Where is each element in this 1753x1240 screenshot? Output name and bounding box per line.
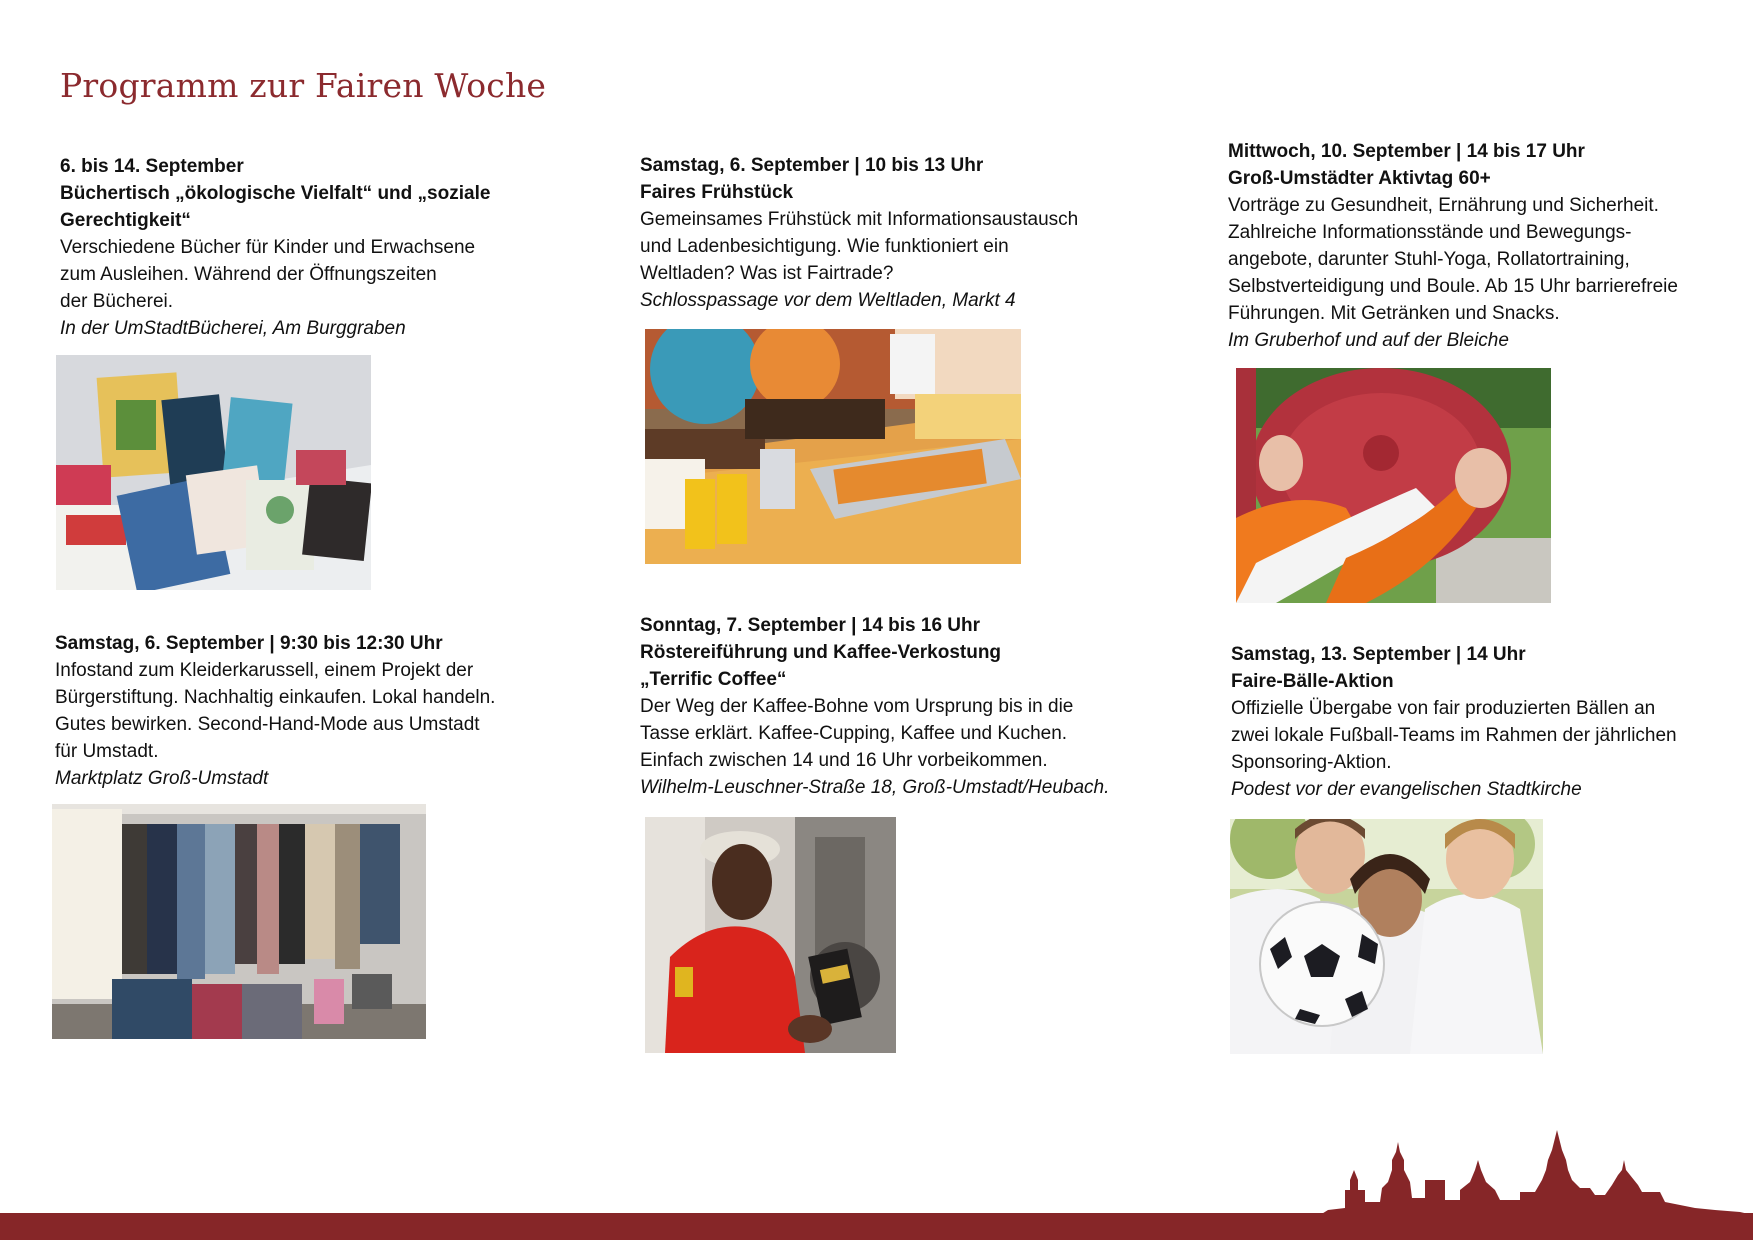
- event-location: Wilhelm-Leuschner-Straße 18, Groß-Umstadt/Heubach.: [640, 777, 1110, 798]
- event-date: Samstag, 6. September | 9:30 bis 12:30 Uhr: [55, 633, 443, 654]
- event-description: Weltladen? Was ist Fairtrade?: [640, 263, 894, 284]
- event-location: Schlosspassage vor dem Weltladen, Markt 4: [640, 290, 1016, 311]
- event-date: Sonntag, 7. September | 14 bis 16 Uhr: [640, 615, 981, 636]
- event-description: Selbstverteidigung und Boule. Ab 15 Uhr barrierefreie: [1228, 276, 1678, 297]
- event-title: Büchertisch „ökologische Vielfalt“ und „soziale: [60, 183, 491, 204]
- event-location: In der UmStadtBücherei, Am Burggraben: [60, 318, 406, 339]
- event-date: 6. bis 14. September: [60, 156, 244, 177]
- event-description: Offizielle Übergabe von fair produzierten Bällen an: [1231, 698, 1656, 719]
- event-description: für Umstadt.: [55, 741, 159, 762]
- coffee-photo: [645, 817, 896, 1053]
- event-description: Bürgerstiftung. Nachhaltig einkaufen. Lokal handeln.: [55, 687, 496, 708]
- event-books: [60, 153, 540, 342]
- event-description: Gutes bewirken. Second-Hand-Mode aus Umstadt: [55, 714, 480, 735]
- page-title: Programm zur Fairen Woche: [60, 66, 547, 105]
- books-photo: [56, 355, 371, 590]
- event-balls: [1231, 641, 1731, 803]
- event-description: Einfach zwischen 14 und 16 Uhr vorbeikommen.: [640, 750, 1048, 771]
- event-title: Gerechtigkeit“: [60, 210, 191, 231]
- event-location: Im Gruberhof und auf der Bleiche: [1228, 330, 1509, 351]
- event-description: Führungen. Mit Getränken und Snacks.: [1228, 303, 1560, 324]
- event-coffee: [640, 612, 1140, 801]
- event-clothes: [55, 630, 545, 792]
- event-title: Faire-Bälle-Aktion: [1231, 671, 1394, 692]
- balls-photo: [1230, 819, 1543, 1054]
- event-description: Sponsoring-Aktion.: [1231, 752, 1392, 773]
- event-description: zum Ausleihen. Während der Öffnungszeiten: [60, 264, 437, 285]
- event-activday: [1228, 138, 1728, 354]
- event-description: und Ladenbesichtigung. Wie funktioniert ein: [640, 236, 1009, 257]
- footer-bar: [0, 1213, 1753, 1240]
- event-date: Samstag, 13. September | 14 Uhr: [1231, 644, 1526, 665]
- event-title: „Terrific Coffee“: [640, 669, 787, 690]
- event-description: der Bücherei.: [60, 291, 174, 312]
- event-description: Verschiedene Bücher für Kinder und Erwachsene: [60, 237, 476, 258]
- breakfast-photo: [645, 329, 1021, 564]
- event-date: Mittwoch, 10. September | 14 bis 17 Uhr: [1228, 141, 1585, 162]
- clothes-photo: [52, 804, 426, 1039]
- event-description: Gemeinsames Frühstück mit Informationsaustausch: [640, 209, 1079, 230]
- activday-photo: [1236, 368, 1551, 603]
- event-description: Infostand zum Kleiderkarussell, einem Projekt der: [55, 660, 474, 681]
- event-description: angebote, darunter Stuhl-Yoga, Rollatortraining,: [1228, 249, 1630, 270]
- event-title: Faires Frühstück: [640, 182, 794, 203]
- event-title: Groß-Umstädter Aktivtag 60+: [1228, 168, 1491, 189]
- town-skyline-icon: [1320, 1130, 1753, 1215]
- event-title: Röstereiführung und Kaffee-Verkostung: [640, 642, 1002, 663]
- event-description: zwei lokale Fußball-Teams im Rahmen der jährlichen: [1231, 725, 1677, 746]
- event-description: Zahlreiche Informationsstände und Bewegungs-: [1228, 222, 1632, 243]
- event-date: Samstag, 6. September | 10 bis 13 Uhr: [640, 155, 984, 176]
- event-description: Vorträge zu Gesundheit, Ernährung und Sicherheit.: [1228, 195, 1659, 216]
- event-breakfast: [640, 152, 1140, 314]
- event-description: Der Weg der Kaffee-Bohne vom Ursprung bis in die: [640, 696, 1074, 717]
- event-description: Tasse erklärt. Kaffee-Cupping, Kaffee und Kuchen.: [640, 723, 1068, 744]
- event-location: Marktplatz Groß-Umstadt: [55, 768, 269, 789]
- event-location: Podest vor der evangelischen Stadtkirche: [1231, 779, 1582, 800]
